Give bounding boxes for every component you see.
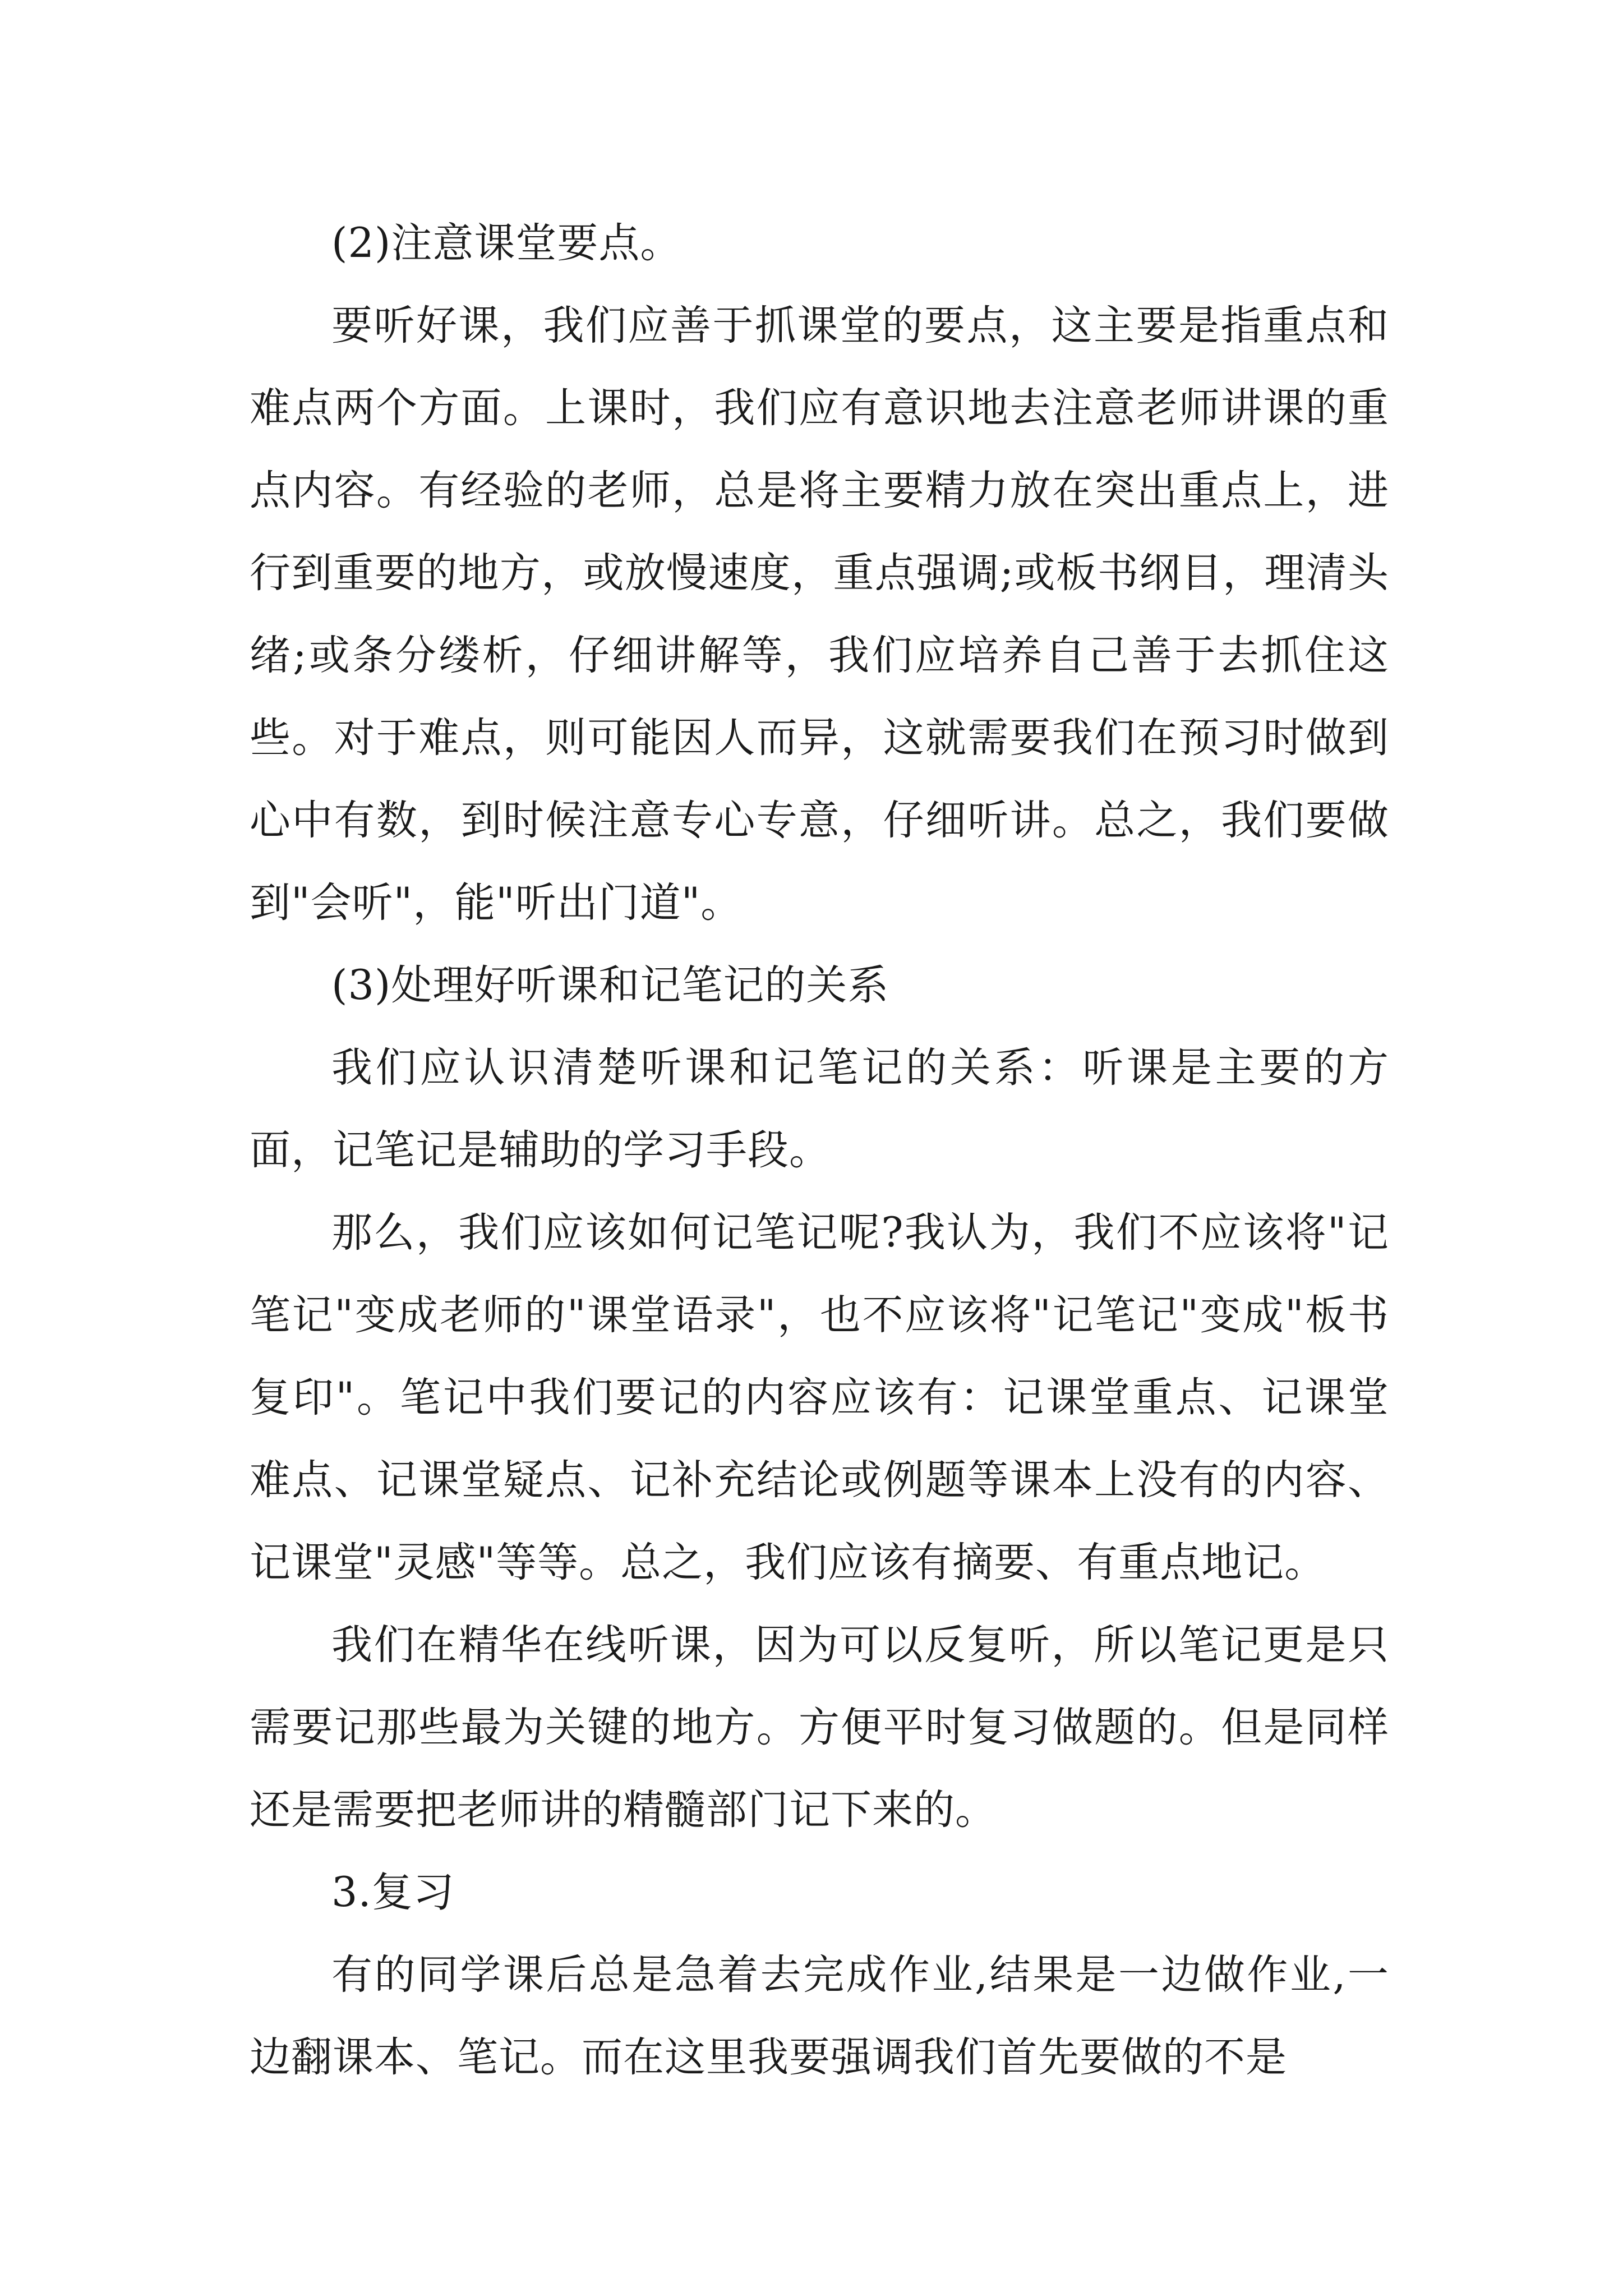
section-heading-review: 3.复习 [331, 1869, 455, 1916]
paragraph-online-notes: 我们在精华在线听课，因为可以反复听，所以笔记更是只需要记那些最为关键的地方。方便平时复习做题的。但是同样还是需要把老师讲的精髓部门记下来的。 [250, 1621, 1389, 1834]
section-heading-3: (3)处理好听课和记笔记的关系 [331, 961, 889, 1009]
paragraph-how-to-take-notes: 那么，我们应该如何记笔记呢?我认为，我们不应该将"记笔记"变成老师的"课堂语录"，也不应该将"记笔记"变成"板书复印"。笔记中我们要记的内容应该有：记课堂重点、记课堂难点、记课堂疑点、记补充结论或例题等课本上没有的内容、记课堂"灵感"等等。总之，我们应该有摘要、有重点地记。 [250, 1209, 1389, 1586]
section-heading-2: (2)注意课堂要点。 [331, 219, 682, 267]
paragraph-review: 有的同学课后总是急着去完成作业,结果是一边做作业,一边翻课本、笔记。而在这里我要强调我们首先要做的不是 [250, 1951, 1389, 2081]
document-body [250, 202, 1389, 2099]
paragraph-key-points: 要听好课，我们应善于抓课堂的要点，这主要是指重点和难点两个方面。上课时，我们应有意识地去注意老师讲课的重点内容。有经验的老师，总是将主要精力放在突出重点上，进行到重要的地方，或放慢速度，重点强调;或板书纲目，理清头绪;或条分缕析，仔细讲解等，我们应培养自己善于去抓住这些。对于难点，则可能因人而异，这就需要我们在预习时做到心中有数，到时候注意专心专意，仔细听讲。总之，我们要做到"会听"，能"听出门道"。 [250, 302, 1389, 927]
paragraph-listen-vs-notes: 我们应认识清楚听课和记笔记的关系：听课是主要的方面，记笔记是辅助的学习手段。 [250, 1044, 1389, 1174]
